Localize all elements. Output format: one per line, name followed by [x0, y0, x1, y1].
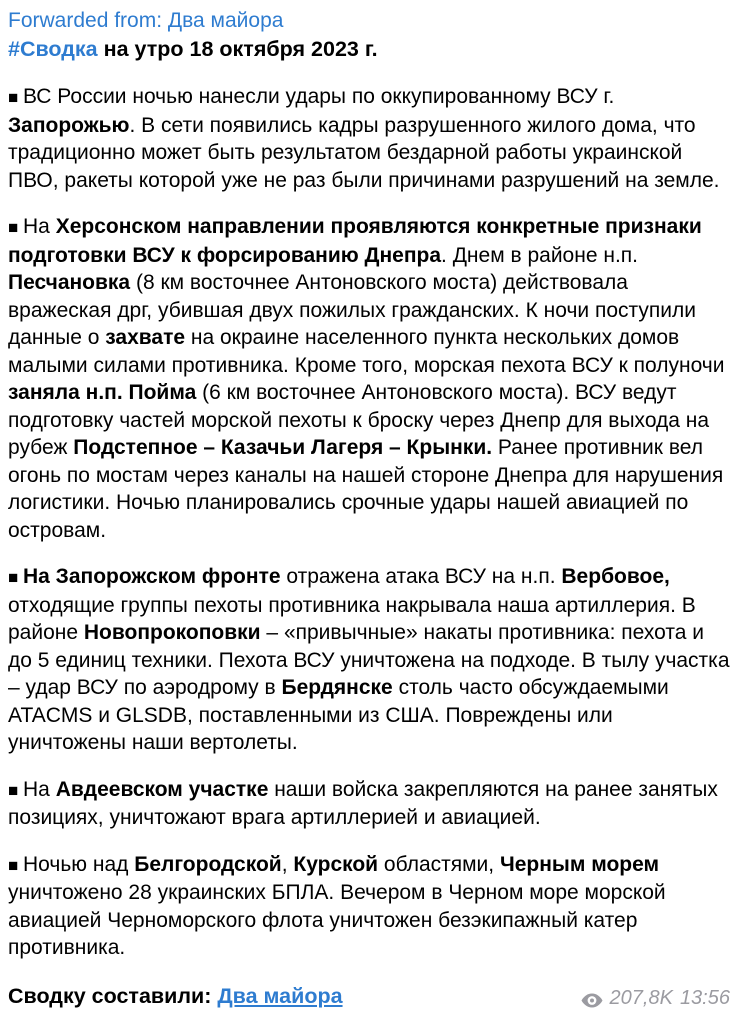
text-run: (6 км восточнее Антоновского моста). ВСУ ведут подготовку частей морской пехоты к броску через Днепр для выхода на рубеж: [8, 381, 710, 459]
text-run: (8 км восточнее Антоновского моста) действовала вражеская дрг, убившая двух пожилых гражданских. К ночи поступили данные о: [8, 271, 696, 349]
text-run: заняла н.п. Пойма: [8, 381, 197, 404]
text-run: Песчановка: [8, 271, 131, 294]
composed-by-channel-link[interactable]: Два майора: [217, 983, 343, 1008]
text-run: Вербовое,: [561, 565, 670, 588]
message-footer: [8, 982, 730, 1010]
text-run: Ранее противник вел огонь по мостам через каналы на нашей стороне Днепра для нарушения логистики. Ночью планировались срочные удары нашей авиацией по островам.: [8, 436, 724, 542]
text-run: Авдеевском участке: [55, 777, 269, 801]
text-run: ,: [281, 852, 294, 876]
text-run: ■: [8, 855, 23, 875]
text-run: Новопрокоповки: [83, 621, 261, 644]
message-paragraph: [8, 563, 730, 757]
views-eye-icon: [581, 990, 603, 1005]
text-run: ВС России ночью нанесли удары по оккупированному ВСУ г.: [23, 85, 615, 108]
text-run: ■: [8, 218, 23, 237]
text-run: областями,: [378, 852, 500, 876]
composed-by: [8, 982, 343, 1010]
text-run: отражена атака ВСУ на н.п.: [280, 565, 562, 588]
text-run: ■: [8, 568, 23, 587]
text-run: ■: [8, 88, 23, 107]
text-run: – «привычные» накаты противника: пехота и до 5 единиц техники. Пехота ВСУ уничтожена на подходе. В тылу участка – удар ВСУ по аэродрому в: [8, 621, 730, 699]
text-run: Бердянске: [281, 676, 393, 699]
message-paragraph: [8, 83, 730, 194]
text-run: отходящие группы пехоты противника накрывала наша артиллерия. В районе: [8, 593, 696, 644]
title-text: на утро 18 октября 2023 г.: [97, 37, 378, 61]
hashtag-link[interactable]: #Сводка: [8, 37, 98, 61]
text-run: столь часто обсуждаемыми ATACMS и GLSDB, поставленными из США. Повреждены или уничтожены наши вертолеты.: [8, 676, 669, 754]
message-paragraph: [8, 851, 730, 962]
text-run: Черным морем: [499, 852, 660, 876]
forwarded-channel-name[interactable]: Два майора: [167, 9, 284, 32]
composed-by-label: Сводку составили:: [8, 983, 218, 1008]
text-run: Ночью над: [23, 852, 135, 876]
text-run: Курской: [293, 852, 379, 876]
text-run: На: [23, 215, 56, 238]
message-meta: [581, 986, 730, 1010]
forwarded-label: Forwarded from:: [8, 9, 163, 32]
text-run: ■: [8, 780, 23, 800]
forwarded-header[interactable]: [8, 7, 730, 35]
message-paragraph: [8, 213, 730, 544]
timestamp: 13:56: [679, 986, 730, 1009]
text-run: Запорожью: [8, 113, 130, 137]
text-run: На Запорожском фронте: [23, 565, 281, 588]
text-run: . Днем в районе н.п.: [441, 243, 638, 267]
text-run: . В сети появились кадры разрушенного жилого дома, что традиционно может быть результатом бездарной работы украинской ПВО, ракеты которой уже не раз были причинами разрушений на земле.: [8, 113, 720, 192]
message-title: [8, 35, 730, 64]
text-run: На: [23, 777, 56, 801]
message-body: [8, 83, 730, 962]
text-run: Подстепное – Казачьи Лагеря – Крынки.: [73, 436, 493, 459]
text-run: на окраине населенного пункта нескольких домов малыми силами противника. Кроме того, морская пехота ВСУ к полуночи: [8, 326, 725, 377]
text-run: Белгородской: [134, 852, 282, 876]
text-run: уничтожено 28 украинских БПЛА. Вечером в Черном море морской авиацией Черноморского флота уничтожен безэкипажный катер противника.: [8, 881, 666, 959]
text-run: наши войска закрепляются на ранее занятых позициях, уничтожают врага артиллерией и авиацией.: [8, 777, 718, 829]
text-run: захвате: [105, 326, 186, 349]
views-count: 207,8K: [609, 986, 673, 1009]
message-paragraph: [8, 776, 730, 832]
text-run: Херсонском направлении проявляются конкретные признаки подготовки ВСУ к форсированию Днепра: [8, 215, 702, 267]
